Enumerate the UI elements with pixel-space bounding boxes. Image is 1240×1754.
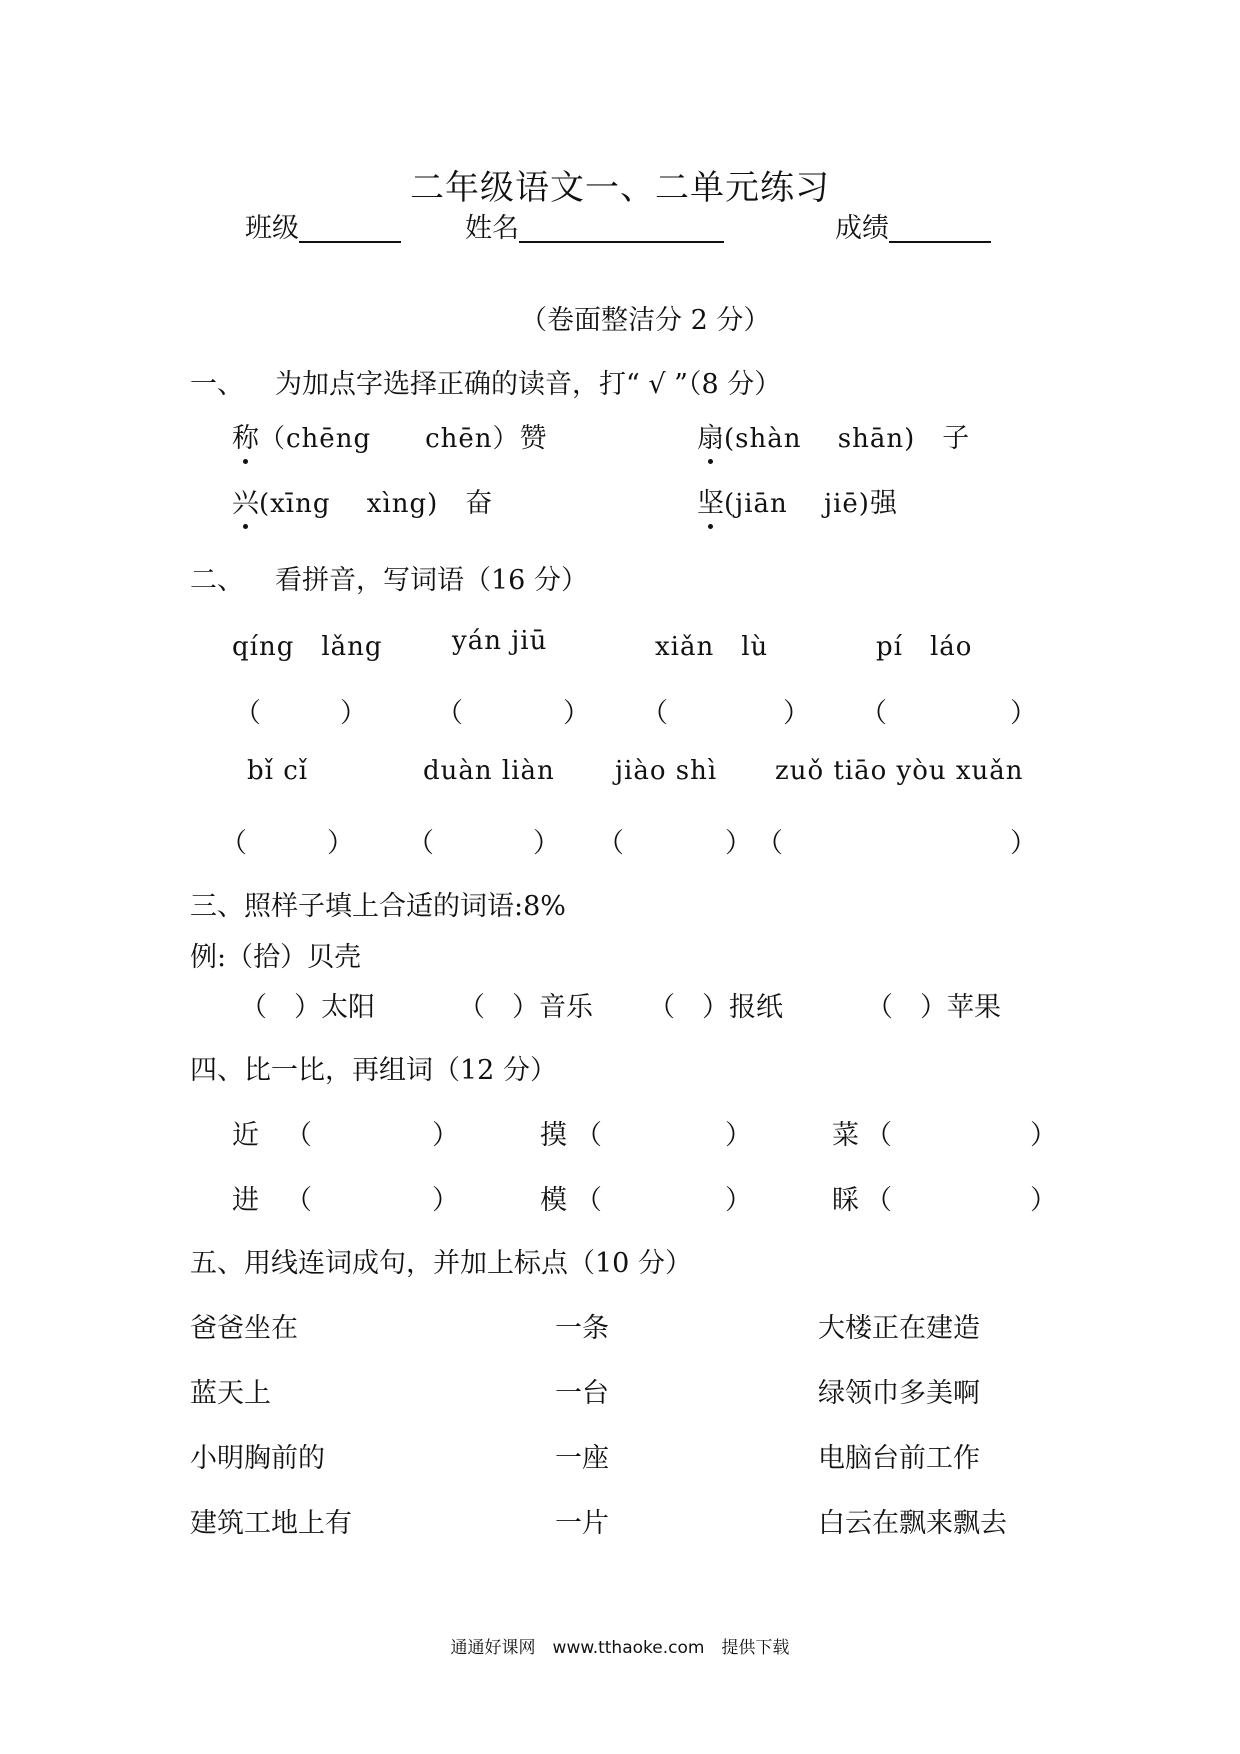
- q3-blank-item: （ ）苹果: [866, 992, 1001, 1023]
- q3-blank-item: （ ）太阳: [240, 992, 375, 1023]
- answer-paren-close: ）: [1030, 1185, 1057, 1216]
- answer-paren-close: ）: [725, 1120, 752, 1151]
- name-blank[interactable]: [519, 211, 724, 243]
- q3-example: 例:（拾）贝壳: [190, 942, 362, 973]
- answer-paren-open: （: [285, 1185, 312, 1216]
- q1-heading: 为加点字选择正确的读音，打“ √ ”（8 分）: [275, 369, 782, 400]
- q1-word-rest: 强: [869, 488, 897, 519]
- footer-download-note: 通通好课网 www.tthaoke.com 提供下载: [450, 1638, 790, 1658]
- q5-left-phrase[interactable]: 小明胸前的: [190, 1443, 325, 1474]
- page-title: 二年级语文一、二单元练习: [410, 168, 830, 208]
- q3-blank-item: （ ）音乐: [458, 992, 593, 1023]
- q1-item: [697, 481, 897, 520]
- q4-char: 进: [232, 1185, 259, 1216]
- answer-paren-close: ）: [783, 698, 810, 729]
- q1-options[interactable]: (xīng xìng): [259, 489, 466, 519]
- answer-paren-close: ）: [340, 698, 367, 729]
- q2-number: 二、: [190, 565, 244, 596]
- pinyin-word: zuǒ tiāo yòu xuǎn: [775, 756, 1024, 786]
- answer-paren-close: ）: [327, 828, 354, 859]
- answer-paren-open: （: [641, 698, 668, 729]
- q5-right-phrase[interactable]: 白云在飘来飘去: [818, 1508, 1007, 1539]
- q1-item: [232, 416, 547, 455]
- pinyin-word: pí láo: [876, 632, 973, 662]
- dotted-char: 兴: [232, 481, 259, 520]
- q4-char: 睬: [832, 1185, 859, 1216]
- q5-middle-phrase[interactable]: 一条: [555, 1313, 609, 1344]
- q5-left-phrase[interactable]: 建筑工地上有: [190, 1508, 352, 1539]
- q4-char: 摸: [540, 1120, 567, 1151]
- q3-blank-item: （ ）报纸: [648, 992, 783, 1023]
- answer-paren-open: （: [865, 1120, 892, 1151]
- pinyin-word: jiào shì: [615, 756, 718, 786]
- q3-word: 音乐: [539, 992, 593, 1023]
- q3-word: 苹果: [947, 992, 1001, 1023]
- score-label: 成绩: [835, 213, 889, 244]
- answer-paren-open: （: [597, 828, 624, 859]
- neatness-note: （卷面整洁分 2 分）: [520, 305, 771, 336]
- q5-middle-phrase[interactable]: 一座: [555, 1443, 609, 1474]
- q4-char: 模: [540, 1185, 567, 1216]
- score-blank[interactable]: [889, 211, 991, 243]
- q3-word: 太阳: [321, 992, 375, 1023]
- class-label: 班级: [245, 213, 299, 244]
- q1-word-rest: 子: [942, 423, 970, 454]
- q4-char: 近: [232, 1120, 259, 1151]
- pinyin-word: duàn liàn: [423, 756, 555, 786]
- answer-paren-close: ）: [725, 1185, 752, 1216]
- q3-word: 报纸: [729, 992, 783, 1023]
- answer-paren-close: ）: [533, 828, 560, 859]
- answer-paren-open: （: [865, 1185, 892, 1216]
- q3-heading: 三、照样子填上合适的词语:8%: [190, 891, 566, 922]
- answer-paren-close: ）: [432, 1185, 459, 1216]
- answer-paren-open: （: [756, 828, 783, 859]
- q5-right-phrase[interactable]: 大楼正在建造: [818, 1313, 980, 1344]
- answer-paren-close: ）: [432, 1120, 459, 1151]
- q4-char: 菜: [832, 1120, 859, 1151]
- answer-paren-close: ）: [725, 828, 752, 859]
- q5-right-phrase[interactable]: 绿领巾多美啊: [818, 1378, 980, 1409]
- pinyin-word: bǐ cǐ: [247, 756, 309, 786]
- dotted-char: 称: [232, 416, 259, 455]
- q5-left-phrase[interactable]: 蓝天上: [190, 1378, 271, 1409]
- answer-paren-open: （: [285, 1120, 312, 1151]
- q1-word-rest: 赞: [519, 423, 547, 454]
- dotted-char: 坚: [697, 481, 724, 520]
- answer-paren-open: （: [436, 698, 463, 729]
- q5-middle-phrase[interactable]: 一台: [555, 1378, 609, 1409]
- answer-paren-open: （: [575, 1120, 602, 1151]
- pinyin-word: qíng lǎng: [232, 632, 383, 662]
- name-field: [465, 206, 724, 245]
- answer-paren-open: （: [860, 698, 887, 729]
- q4-heading: 四、比一比，再组词（12 分）: [190, 1055, 557, 1086]
- q1-word-rest: 奋: [465, 488, 493, 519]
- answer-paren-close: ）: [563, 698, 590, 729]
- q5-right-phrase[interactable]: 电脑台前工作: [818, 1443, 980, 1474]
- dotted-char: 扇: [697, 416, 724, 455]
- q5-middle-phrase[interactable]: 一片: [555, 1508, 609, 1539]
- answer-paren-close: ）: [1010, 698, 1037, 729]
- answer-paren-open: （: [575, 1185, 602, 1216]
- pinyin-word: xiǎn lù: [655, 632, 769, 662]
- class-blank[interactable]: [299, 211, 401, 243]
- q5-heading: 五、用线连词成句，并加上标点（10 分）: [190, 1248, 692, 1279]
- q1-options[interactable]: (shàn shān): [724, 424, 943, 454]
- score-field: [835, 206, 991, 245]
- answer-paren-open: （: [407, 828, 434, 859]
- q1-options[interactable]: (jiān jiē): [724, 489, 870, 519]
- class-field: [245, 206, 401, 245]
- q1-options[interactable]: （chēng chēn）: [259, 424, 520, 454]
- q5-left-phrase[interactable]: 爸爸坐在: [190, 1313, 298, 1344]
- q2-heading: 看拼音，写词语（16 分）: [275, 565, 588, 596]
- q1-item: [232, 481, 492, 520]
- q1-item: [697, 416, 969, 455]
- pinyin-word: yán jiū: [452, 626, 548, 656]
- answer-paren-open: （: [220, 828, 247, 859]
- answer-paren-open: （: [234, 698, 261, 729]
- q1-number: 一、: [190, 369, 244, 400]
- answer-paren-close: ）: [1030, 1120, 1057, 1151]
- answer-paren-close: ）: [1010, 828, 1037, 859]
- name-label: 姓名: [465, 213, 519, 244]
